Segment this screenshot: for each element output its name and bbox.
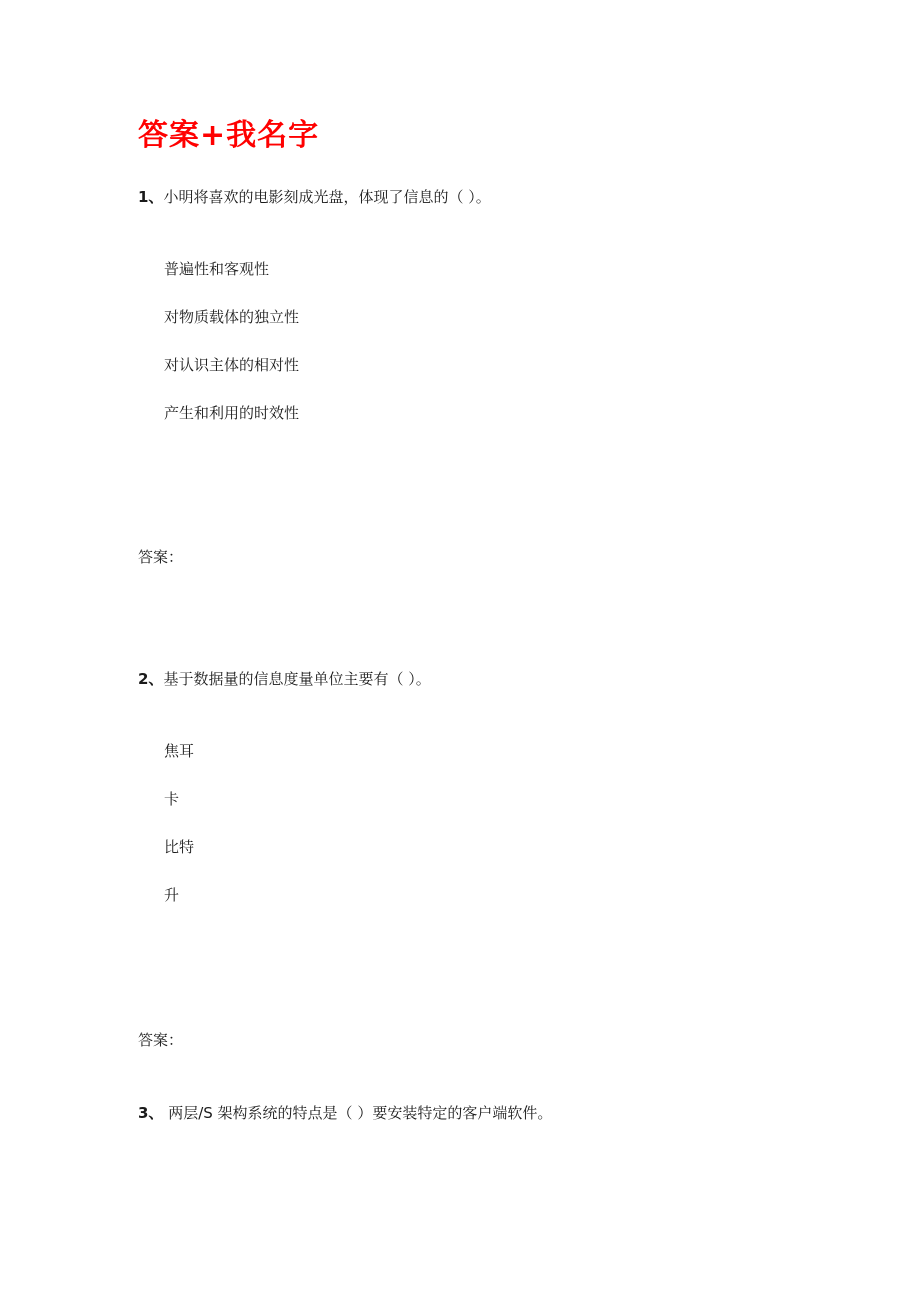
page-title: 答案+我名字 (138, 118, 320, 153)
option-1d: 产生和利用的时效性 (164, 404, 300, 422)
question-text: 基于数据量的信息度量单位主要有（ ）。 (163, 670, 431, 688)
question-2 (138, 668, 431, 690)
question-text: 小明将喜欢的电影刻成光盘，体现了信息的（ ）。 (163, 188, 491, 206)
option-1c: 对认识主体的相对性 (164, 356, 300, 374)
option-2c: 比特 (164, 838, 195, 856)
answer-label-1: 答案： (138, 548, 184, 566)
option-2d: 升 (164, 886, 180, 904)
option-1b: 对物质载体的独立性 (164, 308, 300, 326)
option-2a: 焦耳 (164, 742, 195, 760)
answer-label-2: 答案： (138, 1031, 184, 1049)
option-2b: 卡 (164, 790, 180, 808)
question-number: 2、 (138, 670, 164, 688)
question-3 (138, 1102, 552, 1124)
question-text: 两层/S 架构系统的特点是（ ）要安装特定的客户端软件。 (163, 1104, 553, 1122)
option-1a: 普遍性和客观性 (164, 260, 270, 278)
question-1 (138, 186, 491, 208)
question-number: 3、 (138, 1104, 164, 1122)
question-number: 1、 (138, 188, 164, 206)
